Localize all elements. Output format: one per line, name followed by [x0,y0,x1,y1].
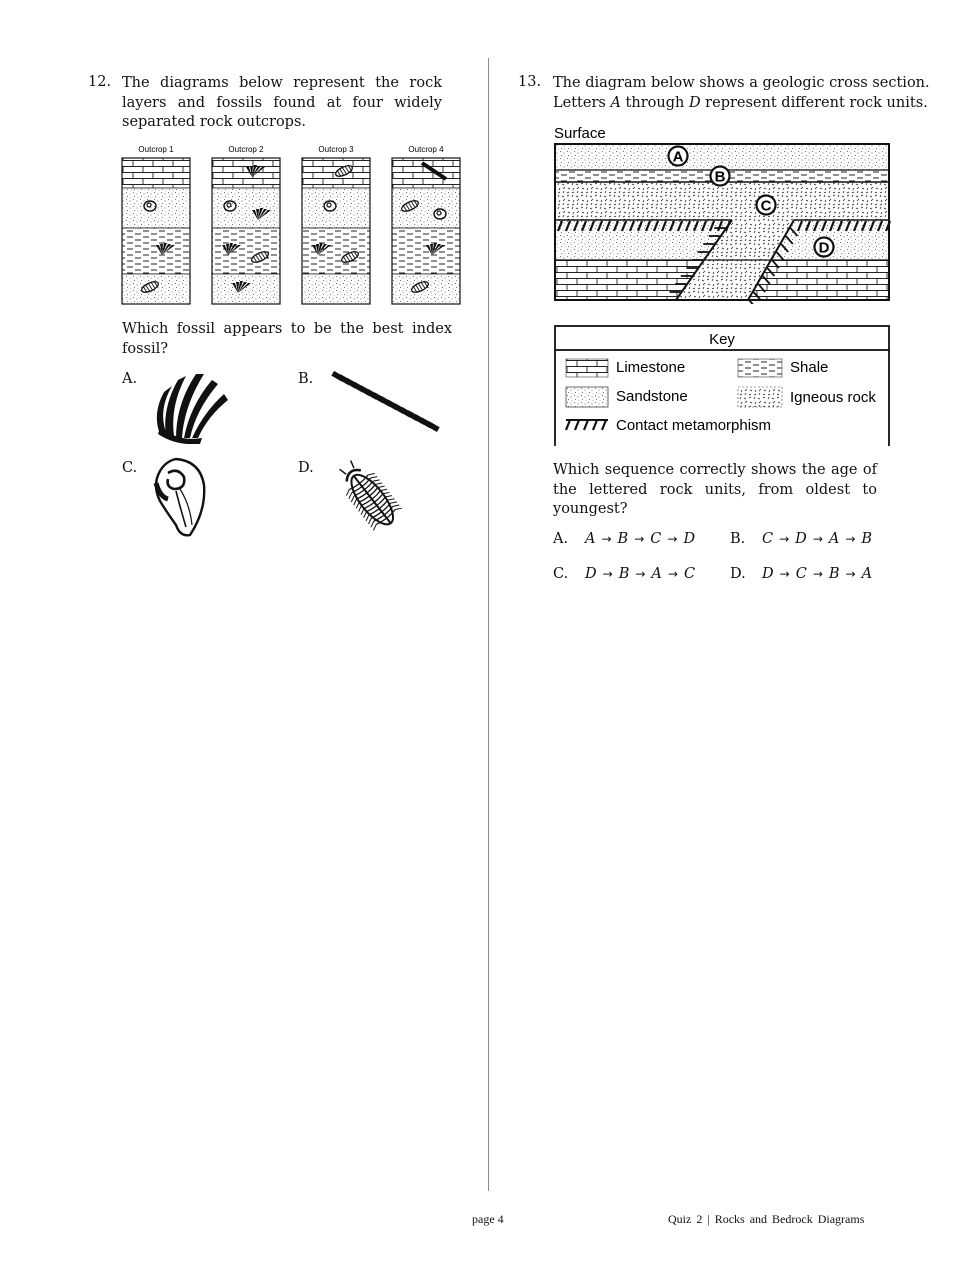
q12-number: 12. [88,74,112,90]
layer-igneous-sill [555,182,889,220]
unit-label-b [711,167,730,186]
key-legend [552,324,894,448]
outcrop-label: Outcrop 3 [318,145,354,154]
q13-option-sequence[interactable]: A → B → C → D [585,531,696,547]
svg-text:A: A [672,148,684,166]
key-title: Key [709,331,735,348]
key-contact-metamorphism: Contact metamorphism [616,417,772,434]
svg-text:B: B [714,168,726,186]
key-sandstone: Sandstone [616,388,688,405]
outcrop-column [122,145,190,304]
key-shale: Shale [790,359,829,376]
outcrop-label: Outcrop 4 [408,145,444,154]
q13-option-sequence[interactable]: C → D → A → B [762,531,873,547]
outcrop-column [212,145,280,304]
shale-swatch [738,359,782,377]
q13-prompt-line2 [553,94,928,114]
svg-text:D: D [818,239,830,257]
q13-prompt-line1: The diagram below shows a geologic cross section. [553,75,930,91]
sandstone-swatch [566,387,608,407]
q13-option-letter[interactable]: B. [730,531,746,547]
page-number: page 4 [472,1212,504,1226]
footer-title: Quiz 2 | Rocks and Bedrock Diagrams [668,1212,865,1226]
igneous-swatch [738,387,782,407]
q13-option-sequence[interactable]: D → B → A → C [585,566,696,582]
surface-label: Surface [554,125,606,142]
column-divider [488,58,489,1191]
q12-option-b-letter[interactable]: B. [298,371,314,387]
unit-label-a [669,147,688,166]
outcrop-column [302,145,370,304]
outcrop-column [392,145,460,304]
q13-prompt-mid: through [620,94,689,111]
trilobite-icon[interactable] [326,456,416,540]
q13-option-letter[interactable]: D. [730,566,746,582]
q13-prompt-a: A [610,94,621,111]
q12-option-d-letter[interactable]: D. [298,460,314,476]
unit-label-c [757,196,776,215]
q13-prompt [553,74,930,113]
q13-number: 13. [518,74,542,90]
key-igneous: Igneous rock [790,389,876,406]
q13-prompt-post: represent different rock units. [700,94,928,111]
q13-prompt-d: D [688,94,701,111]
q13-option-sequence[interactable]: D → C → B → A [762,566,873,582]
outcrop-label: Outcrop 1 [138,145,174,154]
outcrop-label: Outcrop 2 [228,145,264,154]
q12-option-c-letter[interactable]: C. [122,460,138,476]
key-limestone: Limestone [616,359,686,376]
svg-text:C: C [760,197,772,215]
q13-option-letter[interactable]: C. [553,566,569,582]
crinoid-stem-icon[interactable] [328,366,442,438]
brachiopod-icon[interactable] [150,366,232,444]
q12-option-a-letter[interactable]: A. [122,371,138,387]
unit-label-d [815,238,834,257]
gastropod-icon[interactable] [150,455,210,539]
q12-question: Which fossil appears to be the best index fossil? [122,321,452,357]
cross-section-figure [552,122,894,304]
q13-option-letter[interactable]: A. [553,531,569,547]
q13-prompt-pre: Letters [553,94,611,111]
outcrops-figure [118,142,464,310]
crinoid-segment [427,421,440,432]
limestone-swatch [566,359,608,377]
q12-prompt: The diagrams below represent the rock layers and fossils found at four widely separated rock outcrops. [122,75,442,130]
contact-metamorphism-swatch [566,420,608,430]
q13-question: Which sequence correctly shows the age of the lettered rock units, from oldest to youngest? [553,462,877,517]
